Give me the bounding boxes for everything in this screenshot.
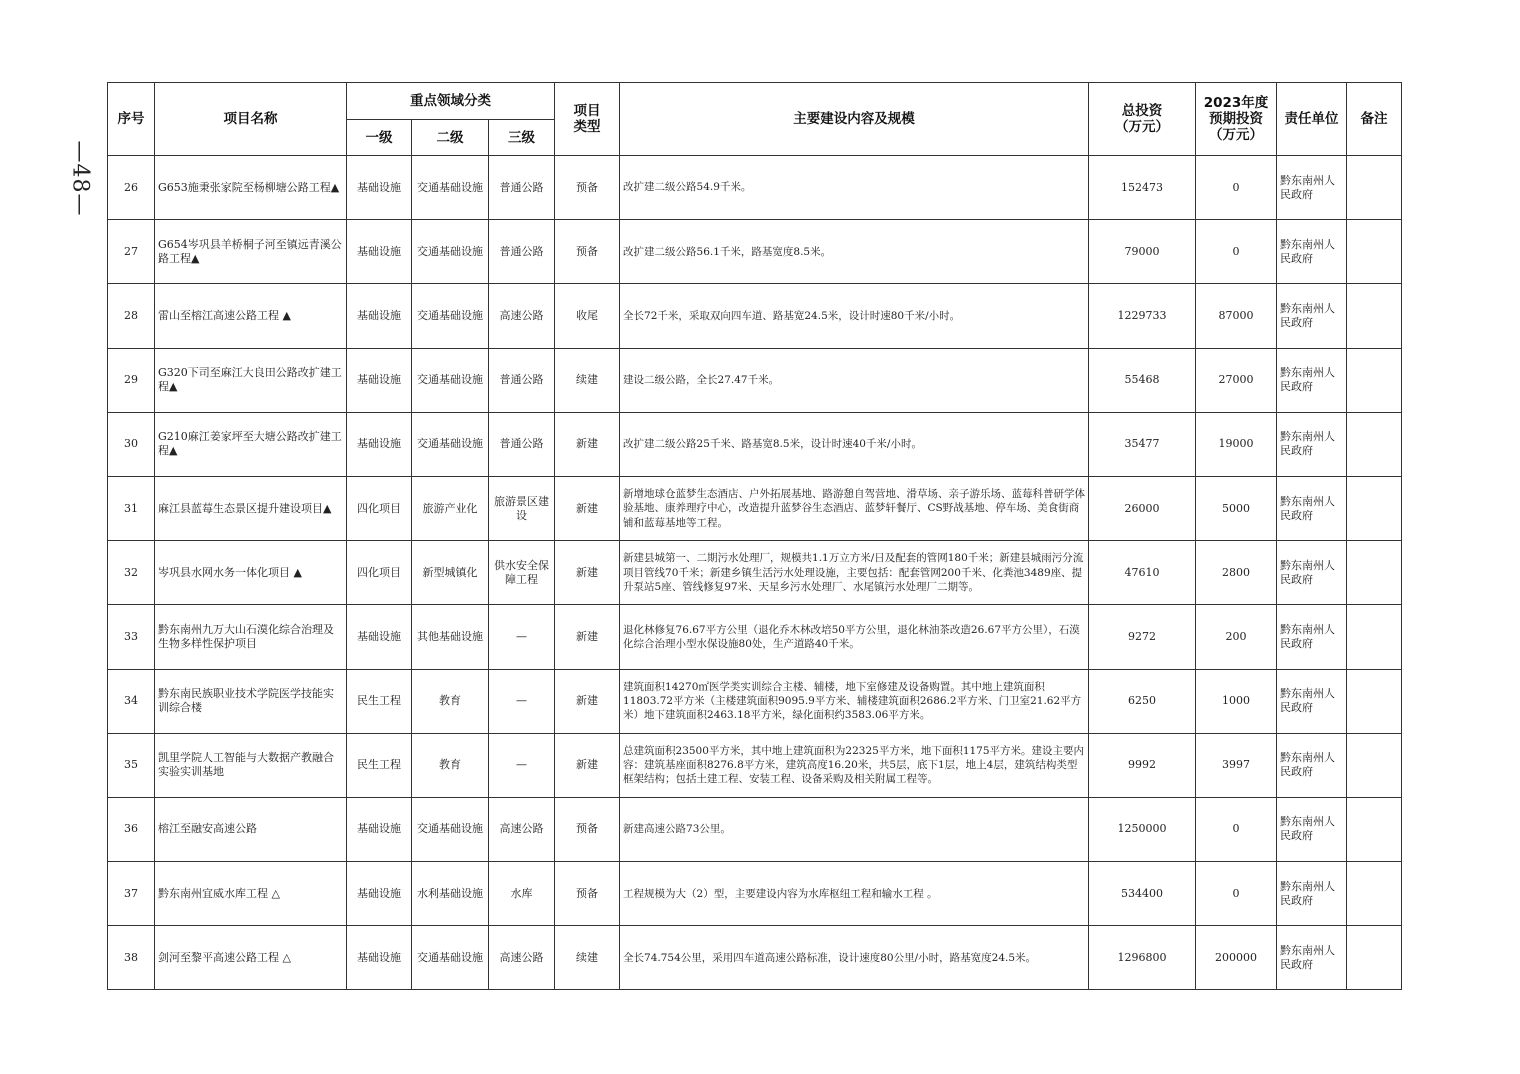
cell-type: 预备 xyxy=(555,156,620,220)
cell-content: 退化林修复76.67平方公里（退化乔木林改培50平方公里，退化林油茶改造26.67平方公里），石漠化综合治理小型水保设施80处，生产道路40千米。 xyxy=(620,605,1089,669)
cell-unit: 黔东南州人民政府 xyxy=(1277,862,1347,926)
cell-remark xyxy=(1347,541,1402,605)
cell-level3: 普通公路 xyxy=(489,156,555,220)
table-row xyxy=(108,605,1402,669)
cell-type: 收尾 xyxy=(555,284,620,348)
cell-no: 30 xyxy=(108,412,155,476)
table-row xyxy=(108,156,1402,220)
table-row xyxy=(108,669,1402,733)
table-row xyxy=(108,733,1402,797)
cell-remark xyxy=(1347,348,1402,412)
cell-level2: 交通基础设施 xyxy=(412,797,489,861)
cell-name: 麻江县蓝莓生态景区提升建设项目▲ xyxy=(155,476,347,540)
table-row xyxy=(108,476,1402,540)
cell-unit: 黔东南州人民政府 xyxy=(1277,733,1347,797)
cell-no: 37 xyxy=(108,862,155,926)
cell-unit: 黔东南州人民政府 xyxy=(1277,797,1347,861)
table-row xyxy=(108,220,1402,284)
cell-unit: 黔东南州人民政府 xyxy=(1277,605,1347,669)
cell-level3: — xyxy=(489,605,555,669)
cell-content: 工程规模为大（2）型，主要建设内容为水库枢纽工程和输水工程 。 xyxy=(620,862,1089,926)
cell-name: 黔东南州宜威水库工程 △ xyxy=(155,862,347,926)
cell-no: 32 xyxy=(108,541,155,605)
cell-total: 1250000 xyxy=(1089,797,1196,861)
cell-name: G210麻江姜家坪至大塘公路改扩建工程▲ xyxy=(155,412,347,476)
cell-level2: 水利基础设施 xyxy=(412,862,489,926)
cell-unit: 黔东南州人民政府 xyxy=(1277,926,1347,990)
cell-content: 改扩建二级公路54.9千米。 xyxy=(620,156,1089,220)
cell-content: 改扩建二级公路56.1千米，路基宽度8.5米。 xyxy=(620,220,1089,284)
cell-content: 全长74.754公里，采用四车道高速公路标准，设计速度80公里/小时，路基宽度24.5米。 xyxy=(620,926,1089,990)
header-type: 项目类型 xyxy=(555,83,620,156)
header-no: 序号 xyxy=(108,83,155,156)
cell-unit: 黔东南州人民政府 xyxy=(1277,669,1347,733)
cell-no: 33 xyxy=(108,605,155,669)
cell-level1: 民生工程 xyxy=(347,669,412,733)
cell-level2: 交通基础设施 xyxy=(412,412,489,476)
header-field: 重点领域分类 xyxy=(347,83,555,120)
cell-content: 改扩建二级公路25千米、路基宽8.5米，设计时速40千米/小时。 xyxy=(620,412,1089,476)
cell-type: 新建 xyxy=(555,541,620,605)
cell-type: 新建 xyxy=(555,476,620,540)
cell-type: 预备 xyxy=(555,220,620,284)
cell-remark xyxy=(1347,156,1402,220)
cell-no: 28 xyxy=(108,284,155,348)
cell-no: 34 xyxy=(108,669,155,733)
cell-remark xyxy=(1347,926,1402,990)
cell-level3: — xyxy=(489,733,555,797)
cell-total: 47610 xyxy=(1089,541,1196,605)
cell-no: 31 xyxy=(108,476,155,540)
header-level2: 二级 xyxy=(412,120,489,156)
cell-level1: 基础设施 xyxy=(347,220,412,284)
cell-no: 38 xyxy=(108,926,155,990)
cell-remark xyxy=(1347,605,1402,669)
cell-level1: 民生工程 xyxy=(347,733,412,797)
cell-level1: 基础设施 xyxy=(347,412,412,476)
cell-total: 35477 xyxy=(1089,412,1196,476)
cell-name: G653施秉张家院至杨柳塘公路工程▲ xyxy=(155,156,347,220)
cell-remark xyxy=(1347,220,1402,284)
cell-planned: 0 xyxy=(1196,220,1277,284)
cell-unit: 黔东南州人民政府 xyxy=(1277,156,1347,220)
cell-no: 29 xyxy=(108,348,155,412)
cell-content: 全长72千米，采取双向四车道、路基宽24.5米，设计时速80千米/小时。 xyxy=(620,284,1089,348)
cell-name: 雷山至榕江高速公路工程 ▲ xyxy=(155,284,347,348)
cell-content: 新建县城第一、二期污水处理厂，规模共1.1万立方米/日及配套的管网180千米；新建县城雨污分流项目管线70千米；新建乡镇生活污水处理设施，主要包括：配套管网200千米、化粪池3489座、提升泵站5座、管线修复97米、天星乡污水处理厂、水尾镇污水处理厂二期等。 xyxy=(620,541,1089,605)
table-row xyxy=(108,797,1402,861)
cell-type: 新建 xyxy=(555,605,620,669)
cell-level1: 四化项目 xyxy=(347,541,412,605)
cell-planned: 19000 xyxy=(1196,412,1277,476)
cell-planned: 87000 xyxy=(1196,284,1277,348)
cell-content: 建筑面积14270㎡医学类实训综合主楼、辅楼，地下室修建及设备购置。其中地上建筑面积11803.72平方米（主楼建筑面积9095.9平方米、辅楼建筑面积2686.2平方米、门卫室21.62平方米）地下建筑面积2463.18平方米，绿化面积约3583.06平方米。 xyxy=(620,669,1089,733)
header-content: 主要建设内容及规模 xyxy=(620,83,1089,156)
cell-unit: 黔东南州人民政府 xyxy=(1277,541,1347,605)
cell-total: 9272 xyxy=(1089,605,1196,669)
cell-content: 总建筑面积23500平方米，其中地上建筑面积为22325平方米，地下面积1175平方米。建设主要内容：建筑基座面积8276.8平方米，建筑高度16.20米，共5层，底下1层，地上4层，建筑结构类型框架结构；包括土建工程、安装工程、设备采购及相关附属工程等。 xyxy=(620,733,1089,797)
cell-type: 新建 xyxy=(555,669,620,733)
cell-planned: 27000 xyxy=(1196,348,1277,412)
cell-total: 534400 xyxy=(1089,862,1196,926)
cell-no: 35 xyxy=(108,733,155,797)
cell-level2: 旅游产业化 xyxy=(412,476,489,540)
cell-total: 79000 xyxy=(1089,220,1196,284)
cell-total: 9992 xyxy=(1089,733,1196,797)
cell-level1: 基础设施 xyxy=(347,348,412,412)
table-row xyxy=(108,862,1402,926)
table-row xyxy=(108,284,1402,348)
page-number xyxy=(58,140,102,216)
header-unit: 责任单位 xyxy=(1277,83,1347,156)
table-header xyxy=(108,83,1402,156)
cell-content: 新建高速公路73公里。 xyxy=(620,797,1089,861)
cell-name: 剑河至黎平高速公路工程 △ xyxy=(155,926,347,990)
cell-level1: 基础设施 xyxy=(347,156,412,220)
cell-level3: 旅游景区建设 xyxy=(489,476,555,540)
cell-level2: 交通基础设施 xyxy=(412,348,489,412)
cell-total: 152473 xyxy=(1089,156,1196,220)
cell-level3: — xyxy=(489,669,555,733)
cell-remark xyxy=(1347,669,1402,733)
cell-level1: 基础设施 xyxy=(347,605,412,669)
table-row xyxy=(108,348,1402,412)
cell-remark xyxy=(1347,476,1402,540)
cell-level3: 高速公路 xyxy=(489,797,555,861)
project-table xyxy=(107,82,1402,990)
cell-total: 1296800 xyxy=(1089,926,1196,990)
cell-remark xyxy=(1347,733,1402,797)
cell-level2: 新型城镇化 xyxy=(412,541,489,605)
cell-level1: 基础设施 xyxy=(347,797,412,861)
cell-planned: 0 xyxy=(1196,862,1277,926)
cell-name: 岑巩县水网水务一体化项目 ▲ xyxy=(155,541,347,605)
cell-level2: 交通基础设施 xyxy=(412,220,489,284)
cell-name: 榕江至融安高速公路 xyxy=(155,797,347,861)
cell-level2: 教育 xyxy=(412,733,489,797)
cell-planned: 0 xyxy=(1196,797,1277,861)
cell-level1: 基础设施 xyxy=(347,284,412,348)
cell-level1: 基础设施 xyxy=(347,926,412,990)
cell-planned: 200000 xyxy=(1196,926,1277,990)
cell-level2: 交通基础设施 xyxy=(412,926,489,990)
cell-level3: 水库 xyxy=(489,862,555,926)
header-total: 总投资（万元） xyxy=(1089,83,1196,156)
cell-total: 26000 xyxy=(1089,476,1196,540)
cell-name: 黔东南民族职业技术学院医学技能实训综合楼 xyxy=(155,669,347,733)
cell-unit: 黔东南州人民政府 xyxy=(1277,220,1347,284)
cell-level3: 普通公路 xyxy=(489,348,555,412)
cell-content: 新增地球仓蓝梦生态酒店、户外拓展基地、路游憩自驾营地、滑草场、亲子游乐场、蓝莓科普研学体验基地、康养理疗中心，改造提升蓝梦谷生态酒店、蓝梦轩餐厅、CS野战基地、停车场、美食街商铺和蓝莓基地等工程。 xyxy=(620,476,1089,540)
cell-level3: 普通公路 xyxy=(489,220,555,284)
cell-level2: 教育 xyxy=(412,669,489,733)
cell-unit: 黔东南州人民政府 xyxy=(1277,412,1347,476)
cell-planned: 0 xyxy=(1196,156,1277,220)
cell-no: 27 xyxy=(108,220,155,284)
table-row xyxy=(108,926,1402,990)
table-body xyxy=(108,156,1402,990)
cell-level3: 普通公路 xyxy=(489,412,555,476)
header-remark: 备注 xyxy=(1347,83,1402,156)
header-name: 项目名称 xyxy=(155,83,347,156)
cell-level3: 高速公路 xyxy=(489,926,555,990)
cell-type: 新建 xyxy=(555,733,620,797)
cell-name: G654岑巩县羊桥桐子河至镇远青溪公路工程▲ xyxy=(155,220,347,284)
cell-remark xyxy=(1347,412,1402,476)
cell-level1: 四化项目 xyxy=(347,476,412,540)
cell-type: 预备 xyxy=(555,797,620,861)
cell-no: 26 xyxy=(108,156,155,220)
cell-name: 凯里学院人工智能与大数据产教融合实验实训基地 xyxy=(155,733,347,797)
cell-planned: 200 xyxy=(1196,605,1277,669)
cell-no: 36 xyxy=(108,797,155,861)
cell-level2: 交通基础设施 xyxy=(412,156,489,220)
cell-name: 黔东南州九万大山石漠化综合治理及生物多样性保护项目 xyxy=(155,605,347,669)
cell-level2: 交通基础设施 xyxy=(412,284,489,348)
cell-level1: 基础设施 xyxy=(347,862,412,926)
cell-total: 55468 xyxy=(1089,348,1196,412)
cell-type: 新建 xyxy=(555,412,620,476)
table-row xyxy=(108,412,1402,476)
cell-level3: 供水安全保障工程 xyxy=(489,541,555,605)
header-planned: 2023年度预期投资（万元） xyxy=(1196,83,1277,156)
cell-type: 续建 xyxy=(555,926,620,990)
cell-total: 6250 xyxy=(1089,669,1196,733)
table-row xyxy=(108,541,1402,605)
cell-unit: 黔东南州人民政府 xyxy=(1277,348,1347,412)
cell-remark xyxy=(1347,862,1402,926)
cell-content: 建设二级公路，全长27.47千米。 xyxy=(620,348,1089,412)
cell-level2: 其他基础设施 xyxy=(412,605,489,669)
cell-name: G320下司至麻江大良田公路改扩建工程▲ xyxy=(155,348,347,412)
header-level3: 三级 xyxy=(489,120,555,156)
cell-total: 1229733 xyxy=(1089,284,1196,348)
page-number-text: —48— xyxy=(67,140,93,216)
cell-remark xyxy=(1347,284,1402,348)
cell-planned: 3997 xyxy=(1196,733,1277,797)
header-level1: 一级 xyxy=(347,120,412,156)
cell-planned: 1000 xyxy=(1196,669,1277,733)
cell-type: 预备 xyxy=(555,862,620,926)
cell-planned: 5000 xyxy=(1196,476,1277,540)
cell-type: 续建 xyxy=(555,348,620,412)
cell-level3: 高速公路 xyxy=(489,284,555,348)
cell-remark xyxy=(1347,797,1402,861)
cell-unit: 黔东南州人民政府 xyxy=(1277,476,1347,540)
cell-unit: 黔东南州人民政府 xyxy=(1277,284,1347,348)
cell-planned: 2800 xyxy=(1196,541,1277,605)
